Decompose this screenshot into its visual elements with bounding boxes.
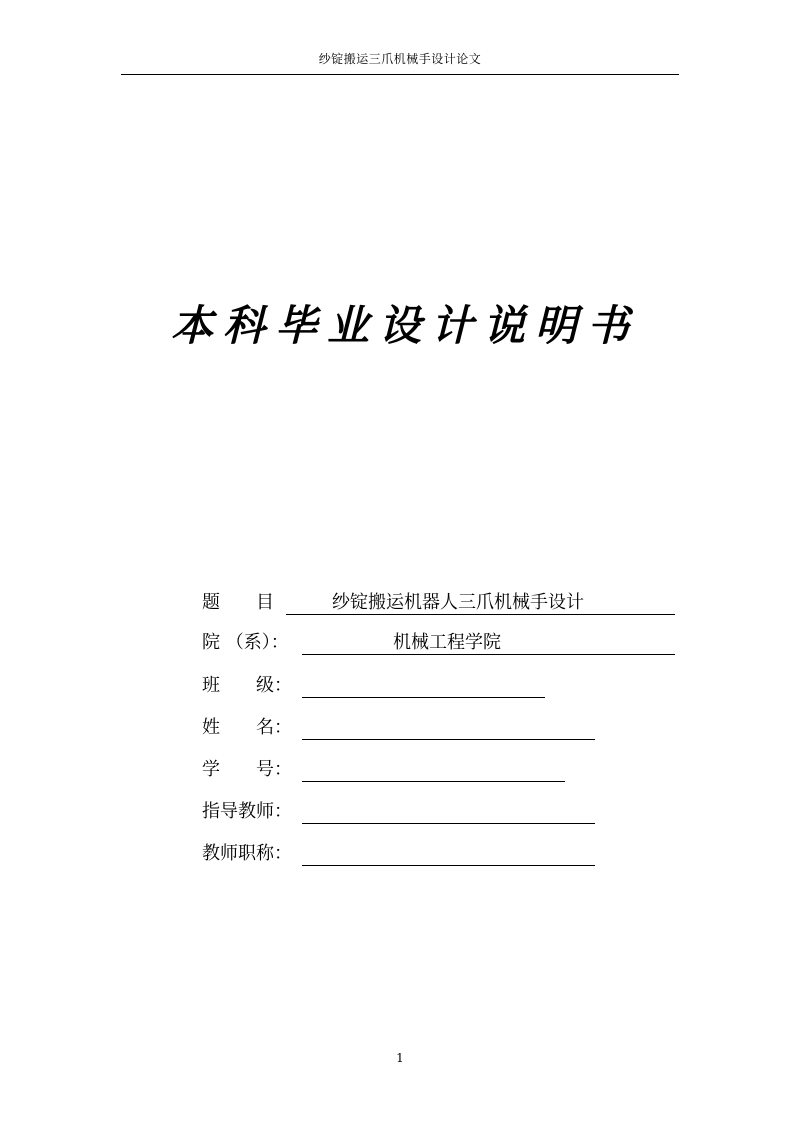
name-underline [302, 739, 595, 740]
form-row-name [0, 715, 800, 749]
class-label: 班 级： [202, 675, 292, 696]
form-row-student-id [0, 757, 800, 791]
form-row-advisor [0, 799, 800, 833]
page-number: 1 [396, 1051, 404, 1065]
department-label: 院 （系）： [202, 632, 289, 653]
topic-value: 纱锭搬运机器人三爪机械手设计 [332, 592, 584, 613]
student-id-label: 学 号： [202, 759, 292, 780]
advisor-title-underline [302, 865, 595, 866]
advisor-title-label: 教师职称： [202, 843, 292, 864]
document-title: 本科毕业设计说明书 [170, 301, 639, 350]
topic-label: 题 目 [202, 592, 274, 613]
form-row-department [0, 630, 800, 664]
form-row-topic [0, 590, 800, 624]
name-label: 姓 名： [202, 717, 292, 738]
class-underline [302, 697, 545, 698]
form-row-advisor-title [0, 841, 800, 875]
advisor-underline [302, 823, 595, 824]
running-header: 纱锭搬运三爪机械手设计论文 [318, 52, 482, 66]
student-id-underline [302, 781, 565, 782]
form-row-class [0, 673, 800, 707]
header-divider [121, 74, 679, 75]
advisor-label: 指导教师： [202, 801, 292, 822]
department-value: 机械工程学院 [393, 632, 501, 653]
